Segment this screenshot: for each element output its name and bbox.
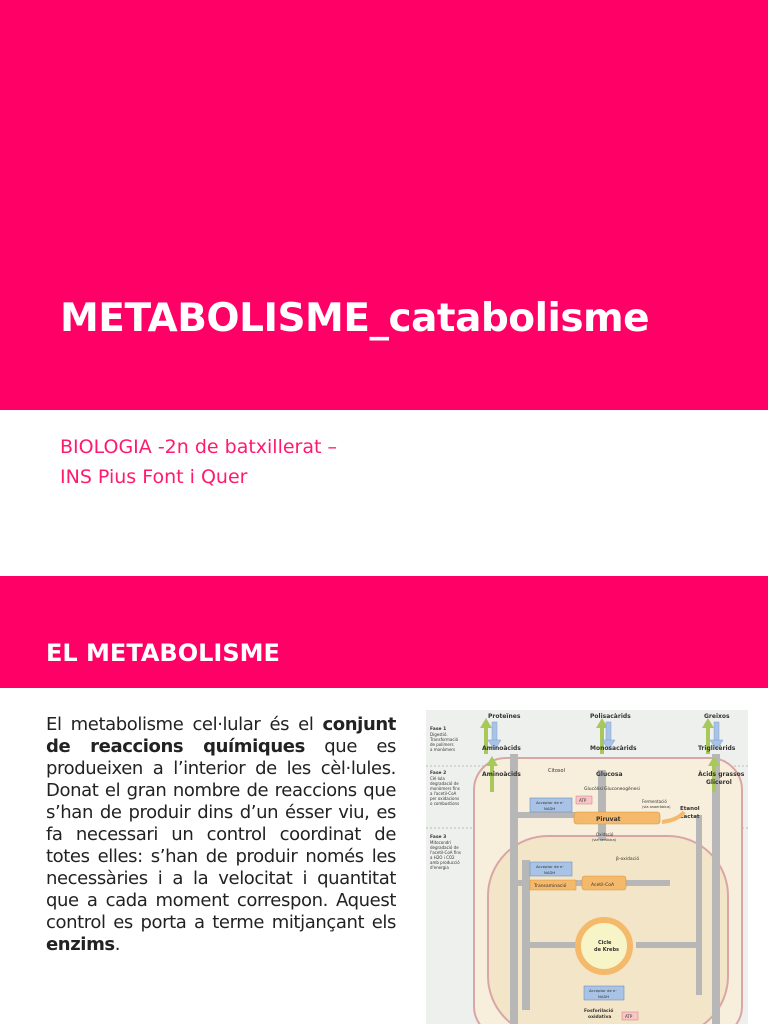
svg-text:de Krebs: de Krebs: [594, 947, 619, 953]
label-polysaccharides: Polisacàrids: [590, 713, 631, 720]
paragraph-bold-run: conjunt de reaccions químiques: [46, 714, 396, 757]
title-band: [0, 0, 768, 410]
label-ethanol: Etanol: [680, 806, 700, 812]
paragraph-bold-run: enzims: [46, 934, 115, 955]
svg-text:Fase 1: Fase 1: [430, 727, 447, 732]
label-amino-acids-2: Aminoàcids: [482, 771, 521, 778]
svg-text:ATP: ATP: [579, 798, 587, 803]
slide-gap: [0, 548, 768, 576]
label-cytosol: Citosol: [548, 768, 565, 774]
label-acetyl-coa: Acetil-CoA: [591, 883, 615, 888]
svg-text:l'acetil-CoA fins: l'acetil-CoA fins: [430, 850, 461, 855]
svg-text:Digestió.: Digestió.: [430, 732, 448, 737]
label-pyruvate: Piruvat: [596, 816, 621, 823]
svg-text:oxidativa: oxidativa: [588, 1015, 612, 1020]
label-amino-acids: Aminoàcids: [482, 745, 521, 752]
presentation-subtitle: [60, 432, 337, 492]
svg-text:a l'acetil-CoA: a l'acetil-CoA: [430, 791, 457, 796]
paragraph-run: .: [114, 934, 121, 955]
phase-1-text: [429, 726, 459, 752]
slide-heading: EL METABOLISME: [46, 639, 280, 667]
metabolism-diagram: [426, 710, 748, 1024]
label-lactate: Lactat: [680, 814, 700, 820]
paragraph-run: que es produeixen a l’interior de les cèl·lules. Donat el gran nombre de reaccions que s’han de produir dins d’un ésser viu, es fa necessari un control coordinat de totes elles: s’han de produir només les necessàries i a la velocitat i quantitat que a cada moment correspon. Aquest control es porta a terme mitjançant els: [46, 736, 396, 933]
svg-text:Fase 2: Fase 2: [430, 771, 447, 776]
svg-text:amb producció: amb producció: [430, 860, 460, 865]
phase-2-text: [430, 770, 460, 806]
label-fatty-acids: Àcids grassos: [698, 771, 745, 778]
svg-text:de polímers: de polímers: [430, 742, 454, 747]
phase-3-text: [430, 834, 461, 870]
svg-text:monòmers fins: monòmers fins: [430, 786, 460, 791]
subtitle-line-1: BIOLOGIA -2n de batxillerat –: [60, 436, 338, 458]
label-triglycerides: Triglicèrids: [698, 745, 736, 752]
label-proteins: Proteïnes: [488, 713, 521, 720]
svg-text:Cicle: Cicle: [598, 940, 612, 946]
paragraph-run: El metabolisme cel·lular és el: [46, 714, 323, 735]
svg-text:ATP: ATP: [625, 1014, 633, 1019]
svg-text:Transformació: Transformació: [430, 737, 459, 742]
svg-text:Acceptor de e⁻: Acceptor de e⁻: [536, 864, 565, 869]
svg-text:Acceptor de e⁻: Acceptor de e⁻: [536, 800, 565, 805]
svg-text:NADH: NADH: [598, 994, 610, 999]
label-glycerol: Glicerol: [706, 779, 732, 786]
label-oxidation: Oxidació: [596, 832, 614, 837]
svg-text:degradació de: degradació de: [430, 781, 459, 786]
svg-text:per oxidacions: per oxidacions: [430, 796, 460, 801]
label-monosaccharides: Monosacàrids: [590, 745, 637, 752]
label-oxidative-phosphorylation: Fosforilació: [584, 1009, 614, 1014]
label-fermentation: Fermentació: [642, 799, 667, 804]
svg-text:(via anaeròbica): (via anaeròbica): [642, 805, 671, 809]
svg-text:Acceptor de e⁻: Acceptor de e⁻: [589, 988, 618, 993]
svg-text:degradació de: degradació de: [430, 845, 459, 850]
label-gluconeogenesis: Gluconeogènesi: [604, 787, 641, 792]
label-transamination: Transaminació: [534, 884, 567, 889]
slide-paragraph: [46, 714, 396, 956]
content-slide: [0, 576, 768, 1024]
label-fats: Greixos: [704, 713, 730, 720]
svg-text:Cèl·lula: Cèl·lula: [430, 776, 445, 781]
svg-text:Mitocondri: Mitocondri: [430, 840, 452, 845]
label-beta-oxidation: β-oxidació: [616, 857, 640, 862]
label-glycolysis: Glucòlisi: [584, 787, 603, 792]
slide-header-band: [0, 576, 768, 688]
svg-text:d'energia: d'energia: [430, 865, 449, 870]
svg-text:o combustions: o combustions: [430, 801, 460, 806]
svg-text:NADH: NADH: [544, 870, 556, 875]
subtitle-line-2: INS Pius Font i Quer: [60, 466, 248, 488]
svg-text:a monòmers: a monòmers: [430, 747, 456, 752]
presentation-title: METABOLISME_catabolisme: [60, 296, 650, 341]
svg-text:NADH: NADH: [544, 806, 556, 811]
svg-text:Fase 3: Fase 3: [430, 835, 447, 840]
svg-text:(via aeròbica): (via aeròbica): [592, 838, 617, 842]
label-glucose: Glucosa: [596, 771, 623, 778]
krebs-cycle: [578, 920, 630, 972]
svg-text:a H2O i CO2: a H2O i CO2: [430, 855, 455, 860]
